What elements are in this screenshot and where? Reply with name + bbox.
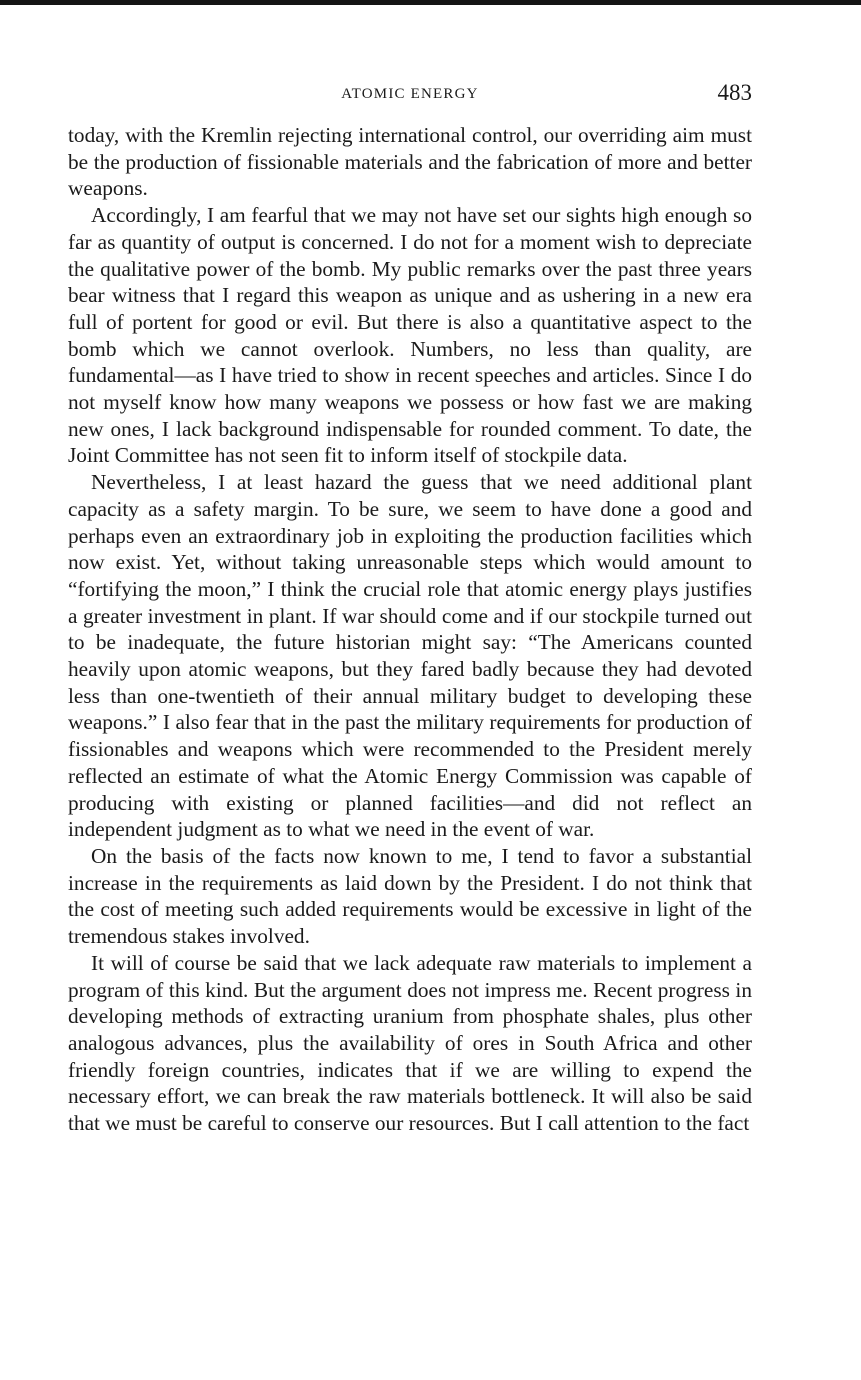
body-text [68, 122, 752, 1137]
running-head [68, 78, 752, 112]
running-title: ATOMIC ENERGY [341, 86, 479, 102]
paragraph-quantity-of-output: Accordingly, I am fearful that we may not have set our sights high enough so far as quantity of output is concerned. I do not for a moment wish to depreciate the qualitative power of the bomb. My public remarks over the past three years bear witness that I regard this weapon as unique and as ushering in a new era full of portent for good or evil. But there is also a quantitative aspect to the bomb which we cannot overlook. Numbers, no less than quality, are fundamental—as I have tried to show in recent speeches and articles. Since I do not myself know how many weapons we possess or how fast we are making new ones, I lack background indispensable for rounded comment. To date, the Joint Committee has not seen fit to inform itself of stockpile data. [68, 203, 752, 468]
paragraph-raw-materials: It will of course be said that we lack adequate raw materials to implement a program of this kind. But the argument does not impress me. Recent progress in developing methods of extracting uranium from phosphate shales, plus other analogous advances, plus the availability of ores in South Africa and other friendly foreign countries, indicates that if we are willing to expend the necessary effort, we can break the raw materials bottleneck. It will also be said that we must be careful to conserve our resources. But I call attention to the fact [68, 950, 752, 1136]
page-number: 483 [717, 80, 752, 105]
paragraph-plant-capacity: Nevertheless, I at least hazard the guess that we need additional plant capacity as a safety margin. To be sure, we seem to have done a good and perhaps even an extraordinary job in exploiting the production facilities which now exist. Yet, without taking unreasonable steps which would amount to “fortifying the moon,” I think the crucial role that atomic energy plays justifies a greater investment in plant. If war should come and if our stockpile turned out to be inadequate, the future historian might say: “The Americans counted heavily upon atomic weapons, but they fared badly because they had devoted less than one-twentieth of their annual military budget to developing these weapons.” I also fear that in the past the military requirements for production of fissionables and weapons which were recommended to the President merely reflected an estimate of what the Atomic Energy Commission was capable of producing with existing or planned facilities—and did not reflect an independent judgment as to what we need in the event of war. [68, 470, 752, 842]
paragraph-requirements-increase: On the basis of the facts now known to me, I tend to favor a substantial increase in the requirements as laid down by the President. I do not think that the cost of meeting such added requirements would be excessive in light of the tremendous stakes involved. [68, 843, 752, 949]
page-top-edge [0, 0, 861, 5]
paragraph-continued: today, with the Kremlin rejecting international control, our overriding aim must be the production of fissionable materials and the fabrication of more and better weapons. [68, 123, 752, 201]
book-page [68, 78, 752, 1137]
